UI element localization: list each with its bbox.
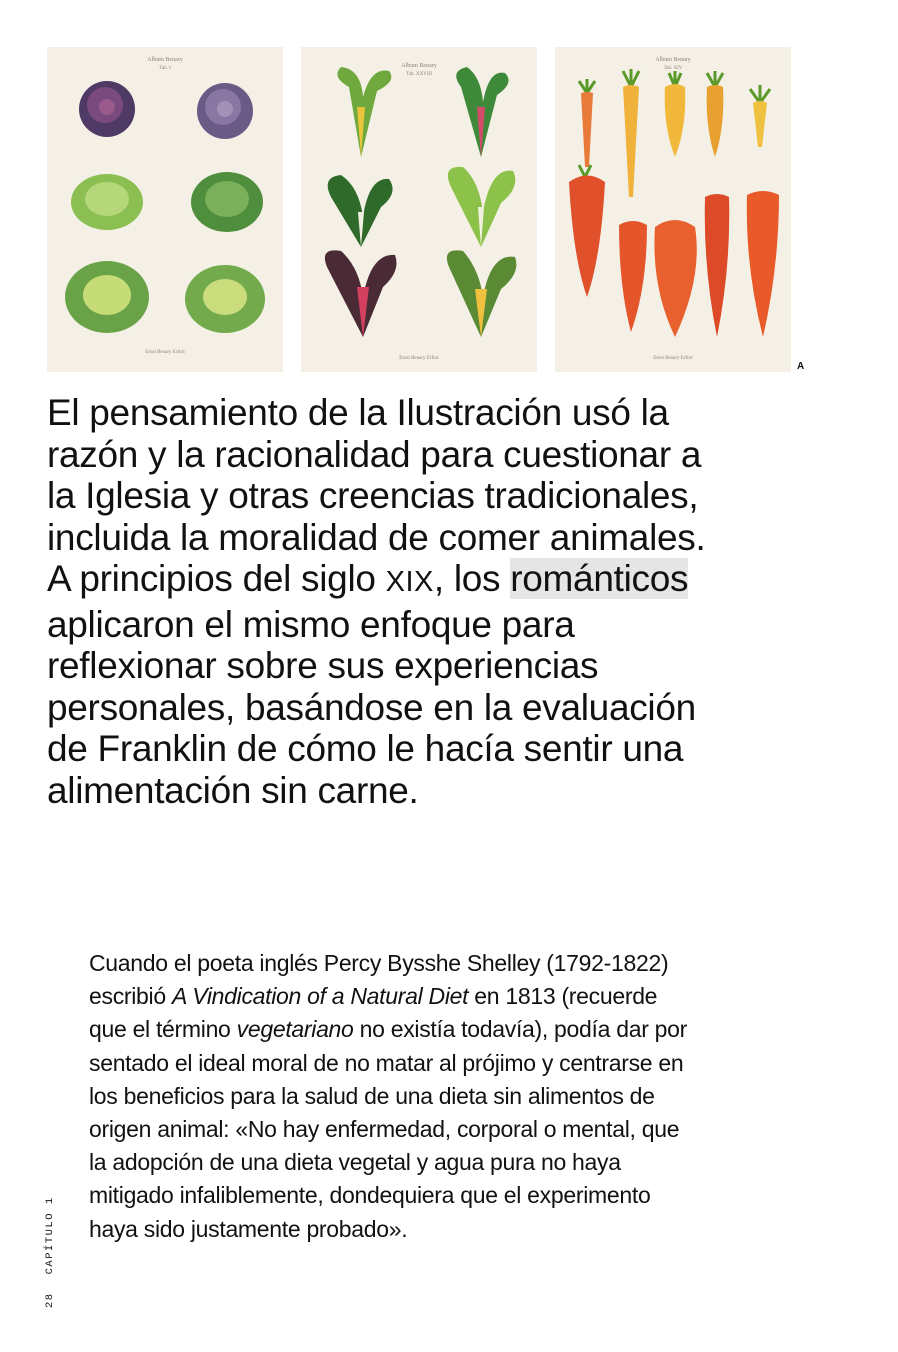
body-text-2: en 1813 (recuerde que el término (89, 983, 658, 1043)
plate-header: Album Benary (401, 63, 437, 69)
cabbage-plate-icon (47, 47, 283, 372)
lead-text-3: aplicaron el mismo enfoque para reflexionar sobre sus experiencias personales, basándose en la evaluación de Franklin de cómo le hacía sentir una alimentación sin carne. (47, 603, 696, 811)
plate-tab: Tab. XXVIII (406, 72, 432, 77)
body-text-3: no existía todavía), podía dar por sentado el ideal moral de no matar al prójimo y centrarse en los beneficios para la salud de una dieta sin alimentos de origen animal: «No hay enfermedad, corporal o mental, que la adopción de una dieta vegetal y agua pura no haya mitigado infaliblemente, dondequiera que el experimento haya sido justamente probado». (89, 1016, 687, 1242)
chapter-label: CAPÍTULO 1 (44, 1196, 56, 1275)
highlighted-term[interactable]: románticos (510, 558, 689, 599)
carrot-plate-icon (555, 47, 791, 372)
body-paragraph (89, 947, 689, 1246)
plate-tab: Tab. I (159, 66, 171, 71)
lead-text-1: El pensamiento de la Ilustración usó la razón y la racionalidad para cuestionar a la Iglesia y otras creencias tradicionales, incluida la moralidad de comer animales. A principios del siglo (47, 392, 706, 599)
carrot-plate-image (555, 47, 791, 372)
body-text-1: Cuando el poeta inglés Percy Bysshe Shelley (1792-1822) escribió (89, 950, 669, 1010)
cabbage-plate-image (47, 47, 283, 372)
page-number: 28 (44, 1292, 56, 1308)
lead-text-2: , los (433, 558, 511, 599)
plate-footer: Ernst Benary Erfurt (145, 350, 185, 355)
century-numeral: XIX (385, 566, 434, 598)
figure-label: A (797, 361, 805, 372)
chard-plate-icon (301, 47, 537, 372)
plate-footer: Ernst Benary Erfurt (653, 356, 693, 361)
term-vegetariano: vegetariano (236, 1016, 354, 1043)
plate-tab: Tab. XIV (663, 66, 683, 71)
plate-header: Album Benary (147, 57, 183, 63)
plate-footer: Ernst Benary Erfurt (399, 356, 439, 361)
running-footer (44, 1196, 56, 1308)
chard-plate-image (301, 47, 537, 372)
book-title: A Vindication of a Natural Diet (171, 983, 469, 1010)
plate-header: Album Benary (655, 57, 691, 63)
lead-paragraph (47, 392, 727, 811)
